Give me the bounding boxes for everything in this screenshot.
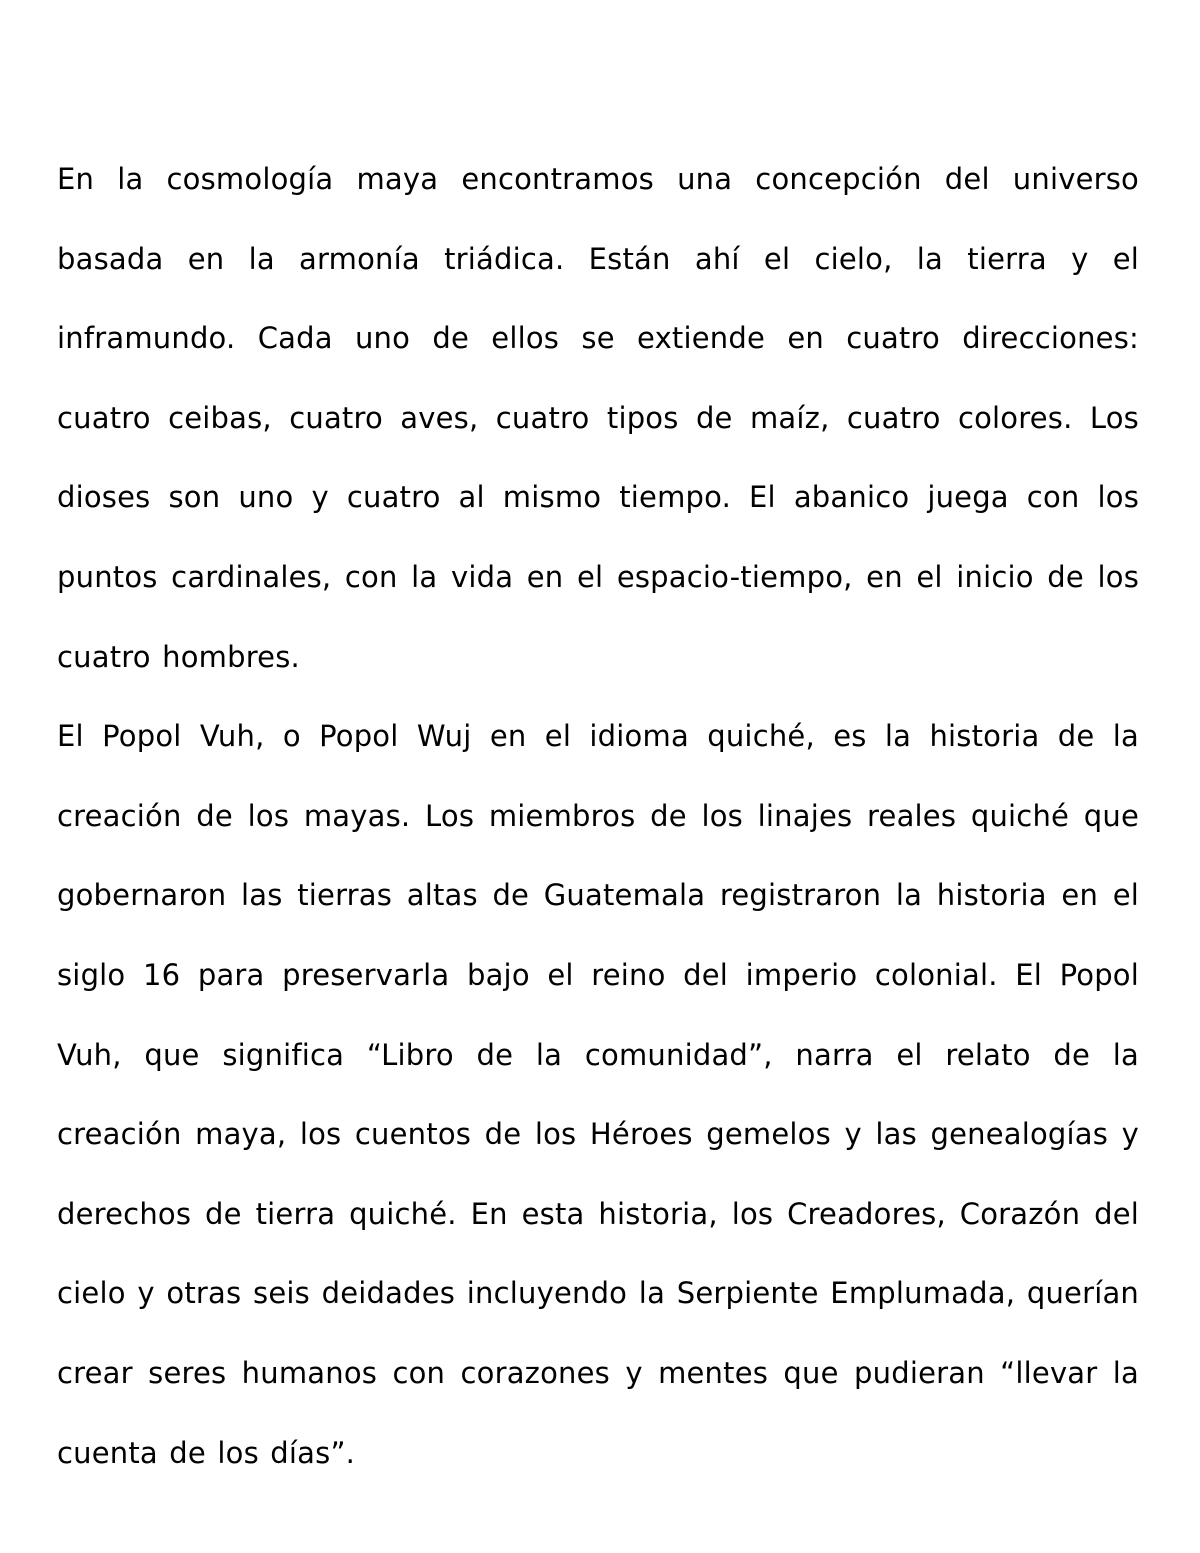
body-text xyxy=(57,140,1139,1493)
paragraph-cosmology: En la cosmología maya encontramos una concepción del universo basada en la armonía triádica. Están ahí el cielo, la tierra y el inframundo. Cada uno de ellos se extiende en cuatro direcciones: cuatro ceibas, cuatro aves, cuatro tipos de maíz, cuatro colores. Los dioses son uno y cuatro al mismo tiempo. El abanico juega con los puntos cardinales, con la vida en el espacio-tiempo, en el inicio de los cuatro hombres. xyxy=(57,162,1139,674)
paragraph-popol-vuh: El Popol Vuh, o Popol Wuj en el idioma quiché, es la historia de la creación de los mayas. Los miembros de los linajes reales quiché que gobernaron las tierras altas de Guatemala registraron la historia en el siglo 16 para preservarla bajo el reino del imperio colonial. El Popol Vuh, que significa “Libro de la comunidad”, narra el relato de la creación maya, los cuentos de los Héroes gemelos y las genealogías y derechos de tierra quiché. En esta historia, los Creadores, Corazón del cielo y otras seis deidades incluyendo la Serpiente Emplumada, querían crear seres humanos con corazones y mentes que pudieran “llevar la cuenta de los días”. xyxy=(57,719,1139,1470)
